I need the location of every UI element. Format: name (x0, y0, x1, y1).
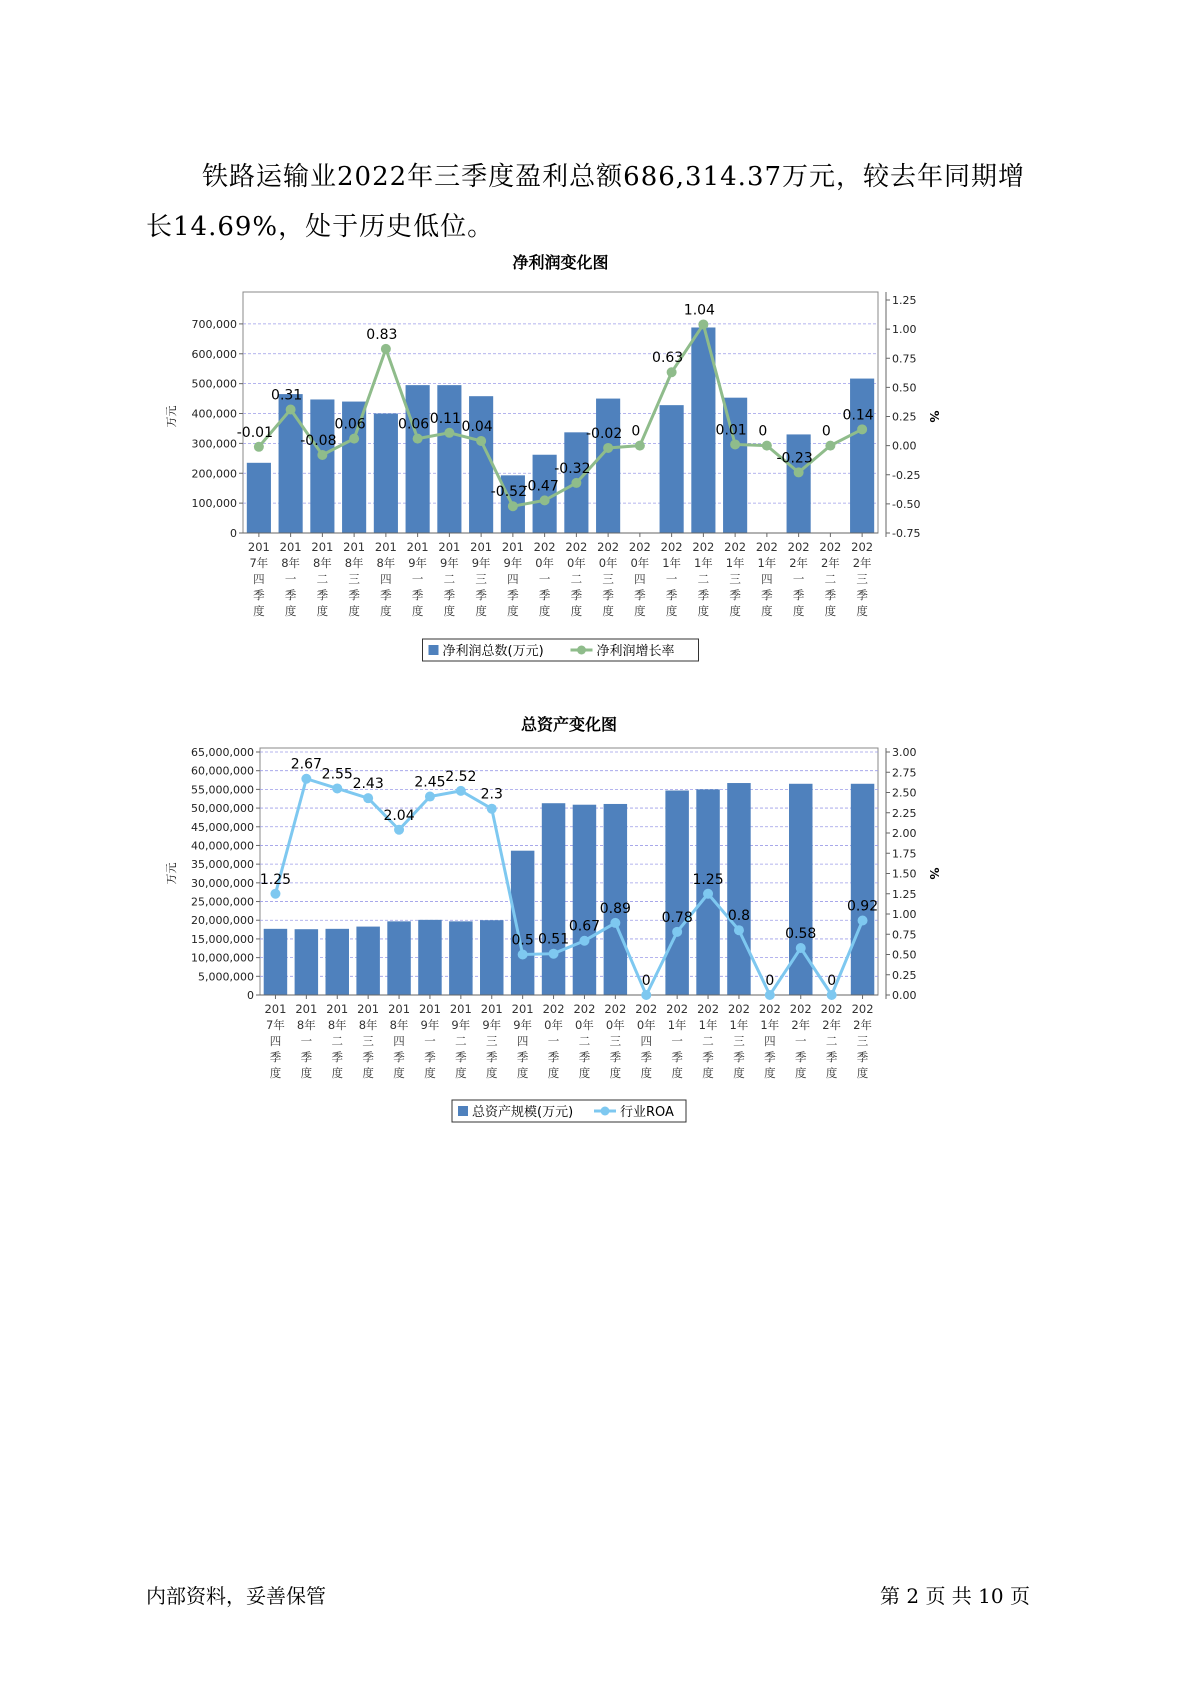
data-label: 0.06 (398, 416, 430, 433)
x-tick-label: 202 0年一季度 (542, 1002, 565, 1080)
data-point (794, 467, 804, 477)
x-tick-label: 201 7年四季度 (264, 1002, 287, 1080)
data-point (762, 441, 772, 451)
x-tick-label: 201 9年一季度 (418, 1002, 441, 1080)
data-label: 0.11 (429, 410, 461, 427)
x-tick-label: 202 1年三季度 (724, 540, 747, 618)
data-point (317, 450, 327, 460)
bar (604, 804, 627, 995)
y-tick-label: 60,000,000 (191, 764, 254, 778)
x-tick-label: 202 0年三季度 (597, 540, 620, 618)
bar (789, 784, 812, 995)
chart-title: 净利润变化图 (512, 253, 609, 272)
data-label: 0 (631, 423, 641, 440)
bar (295, 929, 318, 995)
footer-page-number: 第 2 页 共 10 页 (880, 1584, 1030, 1608)
data-label: 0.89 (599, 900, 631, 917)
data-point (540, 495, 550, 505)
data-point (672, 927, 682, 937)
x-tick-label: 202 0年二季度 (565, 540, 588, 618)
x-tick-label: 201 8年三季度 (357, 1002, 380, 1080)
y2-tick-label: -0.25 (892, 468, 921, 482)
y2-axis-label: % (927, 410, 941, 423)
bar (247, 463, 271, 533)
bar (851, 784, 874, 995)
net-profit-chart (150, 250, 1010, 670)
data-label: 2.45 (414, 774, 446, 791)
x-tick-label: 201 9年二季度 (449, 1002, 472, 1080)
data-label: -0.01 (236, 424, 273, 441)
y2-tick-label: 0.50 (892, 381, 917, 395)
y-tick-label: 700,000 (191, 317, 237, 331)
y-tick-label: 0 (247, 989, 254, 1002)
data-point (518, 950, 528, 960)
data-point (858, 915, 868, 925)
legend-swatch-marker (577, 646, 586, 655)
data-label: 0.63 (652, 350, 684, 367)
data-label: 2.3 (480, 786, 503, 803)
data-point (508, 501, 518, 511)
x-tick-label: 202 2年一季度 (787, 540, 810, 618)
y-axis-label: 万元 (165, 862, 178, 885)
data-point (703, 889, 713, 899)
bar (374, 414, 398, 533)
y2-tick-label: 2.25 (892, 806, 917, 820)
data-point (301, 774, 311, 784)
data-label: 0.06 (334, 416, 366, 433)
y2-tick-label: 1.75 (892, 847, 917, 861)
bar (387, 921, 410, 995)
data-point (825, 441, 835, 451)
data-point (579, 936, 589, 946)
x-tick-label: 201 9年二季度 (438, 540, 461, 618)
data-label: 0 (758, 423, 768, 440)
y-tick-label: 65,000,000 (191, 746, 254, 759)
data-point (603, 443, 613, 453)
x-tick-label: 201 7年四季度 (247, 540, 270, 618)
y-tick-label: 45,000,000 (191, 820, 254, 834)
x-tick-label: 202 2年三季度 (851, 1002, 874, 1080)
x-tick-label: 202 1年四季度 (755, 540, 778, 618)
legend-label-bar: 总资产规模(万元) (472, 1105, 574, 1120)
y-tick-label: 50,000,000 (191, 802, 254, 816)
bar (449, 921, 472, 995)
x-tick-label: 202 1年四季度 (758, 1002, 781, 1080)
bar (469, 396, 493, 533)
data-label: -0.32 (554, 460, 591, 477)
x-tick-label: 201 8年一季度 (279, 540, 302, 618)
x-tick-label: 202 2年二季度 (819, 540, 842, 618)
x-tick-label: 202 1年一季度 (660, 540, 683, 618)
data-point (796, 943, 806, 953)
legend-label-line: 净利润增长率 (596, 644, 675, 659)
bar (787, 434, 811, 533)
y-tick-label: 55,000,000 (191, 783, 254, 797)
bar (480, 920, 503, 995)
data-point (425, 792, 435, 802)
x-tick-label: 201 9年三季度 (480, 1002, 503, 1080)
x-tick-label: 202 0年四季度 (628, 540, 651, 618)
data-label: 0.51 (537, 931, 570, 948)
bar (665, 791, 688, 995)
data-point (413, 434, 423, 444)
data-point (363, 793, 373, 803)
y2-tick-label: 3.00 (892, 746, 917, 759)
data-point (286, 405, 296, 415)
bar (727, 783, 750, 995)
data-point (487, 804, 497, 814)
data-point (349, 434, 359, 444)
x-tick-label: 201 9年四季度 (501, 540, 524, 618)
bar (850, 379, 874, 533)
y-tick-label: 400,000 (191, 407, 237, 421)
data-point (730, 439, 740, 449)
chart-title: 总资产变化图 (520, 715, 618, 734)
x-tick-label: 201 8年四季度 (374, 540, 397, 618)
y2-tick-label: 1.25 (892, 887, 917, 901)
paragraph-text: 铁路运输业2022年三季度盈利总额686,314.37万元，较去年同期增长14.69%，处于历史低位。 (146, 162, 1026, 242)
x-tick-label: 201 9年四季度 (511, 1002, 534, 1080)
bar (542, 803, 565, 995)
data-label: 0 (765, 973, 775, 989)
y-tick-label: 10,000,000 (191, 951, 254, 965)
x-tick-label: 201 8年二季度 (326, 1002, 349, 1080)
data-label: 2.04 (383, 807, 415, 824)
bar (573, 805, 596, 995)
y2-tick-label: 2.75 (892, 766, 917, 780)
y-tick-label: 5,000,000 (198, 970, 254, 984)
y2-tick-label: 0.00 (892, 439, 917, 453)
legend-swatch-bar (458, 1106, 468, 1116)
bar (356, 927, 379, 995)
data-label: 2.55 (321, 766, 353, 783)
data-label: 0.83 (366, 326, 398, 343)
data-point (635, 441, 645, 451)
y2-tick-label: 0.25 (892, 968, 917, 982)
x-tick-label: 202 0年二季度 (573, 1002, 596, 1080)
y-tick-label: 200,000 (191, 467, 237, 481)
data-label: -0.52 (490, 484, 527, 501)
data-label: 0.78 (661, 909, 693, 926)
x-tick-label: 201 8年四季度 (388, 1002, 411, 1080)
y2-axis-label: % (927, 867, 941, 880)
data-label: 0 (827, 973, 837, 989)
x-tick-label: 202 0年一季度 (533, 540, 556, 618)
data-label: 2.67 (290, 756, 322, 773)
data-label: 1.04 (683, 302, 715, 319)
y2-tick-label: 1.25 (892, 294, 917, 307)
y2-tick-label: 0.00 (892, 989, 917, 1002)
x-tick-label: 201 8年三季度 (343, 540, 366, 618)
x-tick-label: 202 0年三季度 (604, 1002, 627, 1080)
y-tick-label: 600,000 (191, 347, 237, 361)
y2-tick-label: 0.75 (892, 928, 917, 942)
y-tick-label: 30,000,000 (191, 876, 254, 890)
data-label: 0.5 (511, 932, 534, 949)
data-point (734, 925, 744, 935)
total-assets-chart (150, 712, 1010, 1132)
data-label: -0.08 (300, 432, 337, 449)
data-label: 2.52 (445, 768, 477, 785)
y-tick-label: 15,000,000 (191, 932, 254, 946)
legend-label-bar: 净利润总数(万元) (442, 644, 544, 659)
data-point (456, 786, 466, 796)
bar (418, 920, 441, 995)
bar (406, 385, 430, 533)
bar (264, 929, 287, 995)
data-label: 0.67 (568, 918, 601, 935)
y2-tick-label: 0.25 (892, 410, 917, 424)
data-point (571, 478, 581, 488)
y2-tick-label: 0.75 (892, 352, 917, 366)
data-label: 1.25 (692, 871, 724, 888)
x-tick-label: 201 9年三季度 (470, 540, 493, 618)
data-label: 1.25 (259, 871, 292, 888)
data-label: 0.01 (715, 422, 747, 439)
x-tick-label: 201 8年二季度 (311, 540, 334, 618)
y2-tick-label: 1.00 (892, 908, 917, 921)
data-label: -0.23 (776, 450, 813, 467)
data-point (765, 990, 775, 1000)
y-tick-label: 20,000,000 (191, 914, 254, 928)
legend-label-line: 行业ROA (620, 1105, 674, 1120)
bar (596, 399, 620, 533)
x-tick-label: 201 8年一季度 (295, 1002, 318, 1080)
y2-tick-label: -0.75 (892, 527, 921, 540)
y2-tick-label: 2.00 (892, 827, 917, 840)
data-label: 0.92 (846, 898, 879, 915)
data-label: 0 (821, 423, 831, 440)
data-label: 0.04 (461, 418, 493, 435)
y2-tick-label: 1.50 (892, 867, 917, 881)
data-label: 0.58 (785, 926, 817, 943)
data-label: 2.43 (352, 776, 384, 793)
y2-tick-label: 1.00 (892, 323, 917, 337)
y-tick-label: 35,000,000 (191, 858, 254, 872)
legend-swatch-bar (429, 645, 439, 655)
data-point (394, 825, 404, 835)
x-tick-label: 202 1年二季度 (697, 1002, 720, 1080)
data-label: 0.8 (727, 908, 751, 925)
data-point (641, 990, 651, 1000)
data-point (667, 367, 677, 377)
data-label: -0.02 (586, 425, 623, 442)
x-tick-label: 202 0年四季度 (635, 1002, 658, 1080)
data-label: 0 (641, 973, 651, 989)
bar (310, 399, 334, 533)
y-tick-label: 40,000,000 (191, 839, 254, 853)
x-tick-label: 202 2年三季度 (851, 540, 874, 618)
data-label: -0.47 (522, 478, 559, 495)
bar (660, 405, 684, 533)
data-point (332, 783, 342, 793)
footer-confidential: 内部资料，妥善保管 (146, 1584, 326, 1608)
y-tick-label: 25,000,000 (191, 895, 254, 909)
x-tick-label: 202 2年一季度 (789, 1002, 812, 1080)
body-paragraph (146, 152, 1046, 252)
data-point (381, 344, 391, 354)
data-point (827, 990, 837, 1000)
data-point (549, 949, 559, 959)
data-point (610, 918, 620, 928)
y-tick-label: 0 (230, 527, 237, 540)
bar (437, 385, 461, 533)
data-point (444, 428, 454, 438)
y-tick-label: 300,000 (191, 437, 237, 451)
x-tick-label: 201 9年一季度 (406, 540, 429, 618)
x-tick-label: 202 1年二季度 (692, 540, 715, 618)
y-tick-label: 100,000 (191, 497, 237, 511)
data-point (270, 889, 280, 899)
x-tick-label: 202 1年一季度 (666, 1002, 689, 1080)
x-tick-label: 202 1年三季度 (727, 1002, 750, 1080)
bar (279, 394, 303, 533)
y-tick-label: 500,000 (191, 377, 237, 391)
data-point (254, 442, 264, 452)
data-label: 0.14 (842, 407, 874, 424)
data-label: 0.31 (271, 387, 303, 404)
data-point (476, 436, 486, 446)
y2-tick-label: 0.50 (892, 948, 917, 962)
data-point (857, 424, 867, 434)
bar (326, 929, 349, 995)
legend-swatch-marker (601, 1107, 610, 1116)
data-point (698, 319, 708, 329)
plot-area (243, 292, 878, 533)
x-tick-label: 202 2年二季度 (820, 1002, 843, 1080)
y-axis-label: 万元 (165, 405, 178, 428)
y2-tick-label: -0.50 (892, 497, 921, 511)
y2-tick-label: 2.50 (892, 786, 917, 800)
